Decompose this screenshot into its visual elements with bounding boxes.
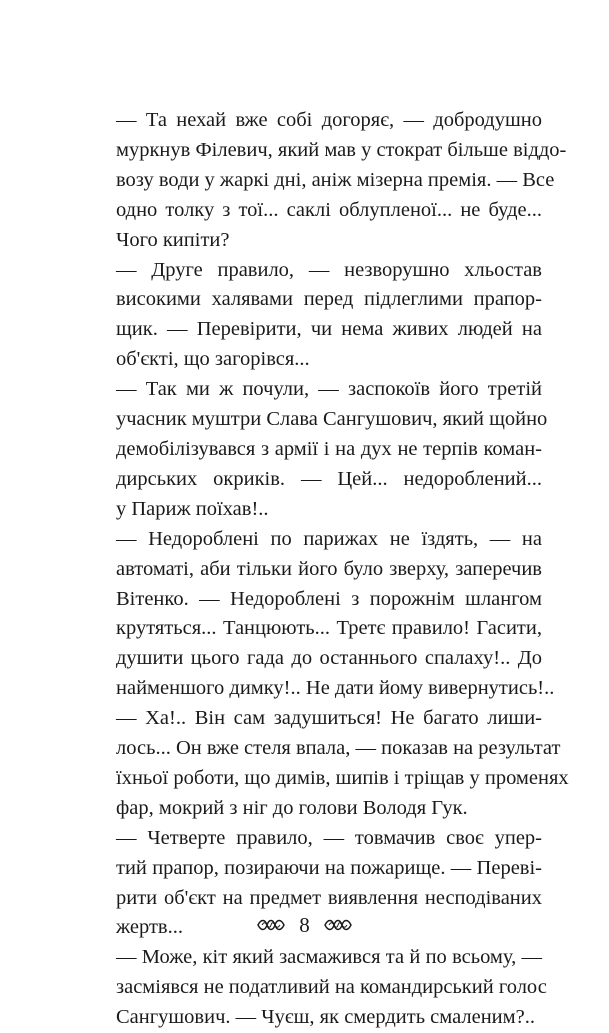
text-line: дирських окриків. — Цей... недороблений... — [116, 467, 542, 490]
paragraph — [86, 704, 569, 824]
text-line: одно толку з тої... саклі облупленої... не буде... — [116, 198, 542, 221]
text-line: — Друге правило, — незворушно хльостав — [116, 258, 542, 281]
paragraph — [86, 525, 555, 704]
text-line: — Так ми ж почули, — заспокоїв його третій — [116, 378, 542, 401]
paragraph — [86, 375, 548, 525]
text-line: їхньої роботи, що димів, шипів і тріщав у променях — [116, 766, 569, 789]
text-line: фар, мокрий з ніг до голови Володя Гук. — [116, 796, 468, 819]
text-line: рити об'єкт на предмет виявлення несподіваних — [116, 886, 542, 909]
text-line: найменшого димку!.. Не дати йому вивернутись!.. — [116, 677, 555, 700]
page-number: 8 — [299, 913, 310, 937]
text-line: — Ха!.. Він сам задушиться! Не багато лиши- — [116, 707, 542, 730]
text-line: Чого кипіти? — [116, 228, 230, 251]
text-line: у Париж поїхав!.. — [116, 497, 269, 520]
text-line: — Може, кіт який засмажився та й по всьому, — — [116, 946, 542, 969]
text-line: учасник муштри Слава Сангушович, який щойно — [116, 408, 548, 431]
text-line: Сангушович. — Чуєш, як смердить смаленим?.. — [116, 1006, 535, 1029]
text-line: щик. — Перевірити, чи нема живих людей на — [116, 318, 542, 341]
knot-ornament-icon — [257, 918, 285, 932]
text-line: Вітенко. — Недороблені з порожнім шлангом — [116, 587, 542, 610]
text-line: об'єкті, що загорівся... — [116, 348, 310, 371]
folio — [0, 910, 609, 940]
text-line: душити цього гада до останнього спалаху!.. До — [116, 647, 542, 670]
paragraph — [86, 106, 567, 256]
paragraph — [86, 256, 542, 376]
text-line: демобілізувався з армії і на дух не терпів коман- — [116, 437, 542, 460]
text-line: крутяться... Танцюють... Третє правило! Гасити, — [116, 617, 542, 640]
text-line: лось... Он вже стеля впала, — показав на результат — [116, 737, 561, 760]
text-line: — Четверте правило, — товмачив своє упер- — [116, 826, 542, 849]
body-text — [86, 106, 569, 1033]
paragraph — [86, 943, 547, 1033]
text-line: засміявся не податливий на командирський голос — [116, 976, 547, 999]
text-line: возу води у жаркі дні, аніж мізерна премія. — Все — [116, 168, 555, 191]
text-line: — Недороблені по парижах не їздять, — на — [116, 527, 542, 550]
text-line: автоматі, аби тільки його було зверху, заперечив — [116, 557, 542, 580]
text-line: жертв... — [116, 916, 183, 939]
text-line: тий прапор, позираючи на пожарище. — Переві- — [116, 856, 542, 879]
text-line: високими халявами перед підлеглими прапор- — [116, 288, 542, 311]
knot-ornament-icon — [324, 918, 352, 932]
text-line: — Та нехай вже собі догоряє, — добродушно — [116, 109, 542, 131]
text-line: муркнув Філевич, який мав у стократ більше віддо- — [116, 138, 567, 161]
